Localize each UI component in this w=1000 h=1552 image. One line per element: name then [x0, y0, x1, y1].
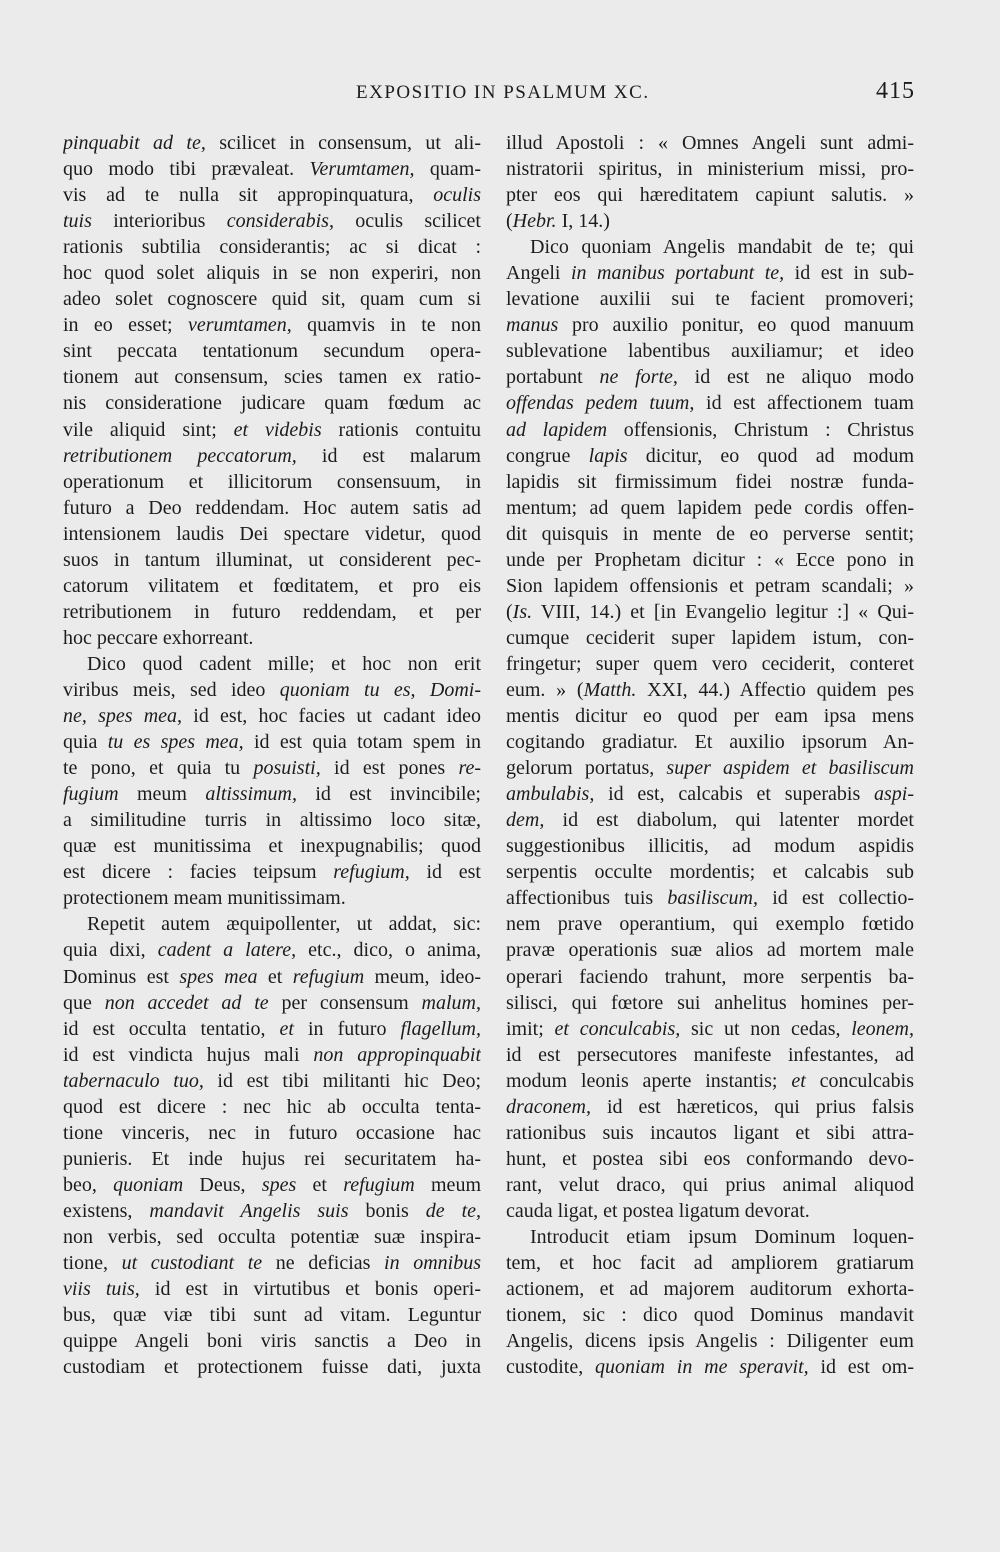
text-line: fugium meum altissimum, id est invincibile; — [63, 783, 481, 806]
text-line: Dico quoniam Angelis mandabit de te; qui — [530, 236, 914, 259]
running-title: EXPOSITIO IN PSALMUM XC. — [356, 82, 650, 103]
text-line: bus, quæ viæ tibi sunt ad vitam. Leguntur — [63, 1304, 481, 1327]
text-line: mentum; ad quem lapidem pede cordis offen- — [506, 496, 914, 519]
text-line: tuis interioribus considerabis, oculis scilicet — [63, 210, 481, 233]
text-line: viribus meis, sed ideo quoniam tu es, Domi- — [63, 678, 481, 701]
text-line: offendas pedem tuum, id est affectionem tuam — [506, 392, 914, 415]
text-line: gelorum portatus, super aspidem et basiliscum — [506, 757, 914, 780]
text-line: actionem, et ad majorem auditorum exhorta- — [506, 1278, 914, 1301]
text-line: rant, velut draco, qui prius animal aliquod — [506, 1173, 914, 1196]
text-line: quia tu es spes mea, id est quia totam spem in — [63, 731, 481, 754]
text-line: (Hebr. I, 14.) — [506, 210, 610, 233]
text-line: illud Apostoli : « Omnes Angeli sunt admi- — [506, 132, 914, 154]
text-line: id est occulta tentatio, et in futuro flagellum, — [63, 1017, 481, 1040]
right-column — [506, 130, 914, 1380]
text-line: fringetur; super quem vero ceciderit, conteret — [506, 652, 914, 675]
text-line: levatione auxilii sui te facient promoveri; — [506, 288, 914, 311]
text-line: viis tuis, id est in virtutibus et bonis operi- — [63, 1278, 481, 1301]
text-line: Dominus est spes mea et refugium meum, ideo- — [63, 965, 481, 988]
running-head — [0, 80, 1000, 110]
text-line: adeo solet cognoscere quid sit, quam cum si — [63, 288, 481, 311]
text-line: in eo esset; verumtamen, quamvis in te non — [63, 314, 481, 337]
text-line: ne, spes mea, id est, hoc facies ut cadant ideo — [63, 705, 481, 728]
text-line: tem, et hoc facit ad ampliorem gratiarum — [506, 1252, 914, 1275]
text-line: tionem, sic : dico quod Dominus mandavit — [506, 1304, 914, 1327]
text-line: nem prave operantium, qui exemplo fœtido — [506, 913, 914, 936]
text-line: unde per Prophetam dicitur : « Ecce pono in — [506, 548, 914, 571]
text-line: pravæ operationis suæ alios ad mortem male — [506, 939, 914, 962]
text-line: tabernaculo tuo, id est tibi militanti hic Deo; — [63, 1069, 481, 1092]
text-line: suggestionibus illicitis, ad modum aspidis — [506, 835, 914, 858]
text-line: operari faciendo trahunt, more serpentis ba- — [506, 965, 914, 988]
text-line: (Is. VIII, 14.) et [in Evangelio legitur :] « Qui- — [506, 600, 914, 623]
text-line: custodite, quoniam in me speravit, id est om- — [506, 1356, 914, 1379]
text-line: operationum et illicitorum consensuum, in — [63, 470, 481, 493]
text-line: serpentis occulte mordentis; et calcabis sub — [506, 861, 914, 884]
text-line: vile aliquid sint; et videbis rationis contuitu — [63, 418, 481, 441]
text-line: hunt, et postea sibi eos conformando devo- — [506, 1147, 914, 1170]
text-line: sublevatione labentibus auxiliamur; et ideo — [506, 340, 914, 363]
text-line: existens, mandavit Angelis suis bonis de te, — [63, 1199, 481, 1222]
text-line: que non accedet ad te per consensum malum, — [63, 991, 481, 1014]
text-line: catorum vilitatem et fœditatem, et pro eis — [63, 574, 481, 597]
text-line: eum. » (Matth. XXI, 44.) Affectio quidem pes — [506, 678, 914, 701]
text-line: id est vindicta hujus mali non appropinquabit — [63, 1043, 481, 1066]
text-line: retributionem peccatorum, id est malarum — [63, 444, 481, 467]
text-line: tionem aut consensum, scies tamen ex ratio- — [63, 366, 481, 389]
text-line: protectionem meam munitissimam. — [63, 887, 346, 910]
text-line: suos in tantum illuminat, ut considerent pec- — [63, 548, 481, 571]
text-line: portabunt ne forte, id est ne aliquo modo — [506, 366, 914, 389]
text-line: imit; et conculcabis, sic ut non cedas, leonem, — [506, 1017, 914, 1040]
text-line: rationis subtilia considerantis; ac si dicat : — [63, 236, 481, 259]
text-line: quod est dicere : nec hic ab occulta tenta- — [63, 1095, 481, 1118]
text-line: pinquabit ad te, scilicet in consensum, ut ali- — [63, 132, 481, 154]
text-line: Repetit autem æquipollenter, ut addat, sic: — [87, 913, 481, 936]
text-line: rationibus suis incautos ligant et sibi attra- — [506, 1121, 914, 1144]
text-line: futuro a Deo reddendam. Hoc autem satis ad — [63, 496, 481, 519]
text-line: ambulabis, id est, calcabis et superabis aspi- — [506, 783, 914, 806]
text-line: quæ est munitissima et inexpugnabilis; quod — [63, 835, 481, 858]
text-line: id est persecutores manifeste infestantes, ad — [506, 1043, 914, 1066]
text-line: hoc quod solet aliquis in se non experiri, non — [63, 262, 481, 285]
text-line: vis ad te nulla sit appropinquatura, oculis — [63, 184, 481, 207]
text-line: nis consideratione judicare quam fœdum ac — [63, 392, 481, 415]
text-line: pter eos qui hæreditatem capiunt salutis. » — [506, 184, 914, 207]
text-line: Sion lapidem offensionis et petram scandali; » — [506, 574, 914, 597]
text-line: quippe Angeli boni viris sanctis a Deo in — [63, 1330, 481, 1353]
text-line: est dicere : facies teipsum refugium, id est — [63, 861, 481, 884]
text-line: modum leonis aperte instantis; et conculcabis — [506, 1069, 914, 1092]
text-line: retributionem in futuro reddendam, et per — [63, 600, 481, 623]
text-line: draconem, id est hæreticos, qui prius falsis — [506, 1095, 914, 1118]
text-line: quo modo tibi prævaleat. Verumtamen, quam- — [63, 158, 481, 181]
text-line: tione vinceris, nec in futuro occasione hac — [63, 1121, 481, 1144]
text-line: silisci, qui fœtore sui anhelitus homines per- — [506, 991, 914, 1014]
text-line: dem, id est diabolum, qui latenter mordet — [506, 809, 914, 832]
text-line: cumque ceciderit super lapidem istum, con- — [506, 626, 914, 649]
text-line: ad lapidem offensionis, Christum : Christus — [506, 418, 914, 441]
text-line: cauda ligat, et postea ligatum devorat. — [506, 1199, 810, 1222]
text-line: mentis dicitur eo quod per eam ipsa mens — [506, 705, 914, 728]
text-line: te pono, et quia tu posuisti, id est pones re- — [63, 757, 481, 780]
text-line: nistratorii spiritus, in ministerium missi, pro- — [506, 158, 914, 181]
text-line: affectionibus tuis basiliscum, id est collectio- — [506, 887, 914, 910]
text-line: Angelis, dicens ipsis Angelis : Diligenter eum — [506, 1330, 914, 1353]
text-line: punieris. Et inde hujus rei securitatem ha- — [63, 1147, 481, 1170]
text-line: hoc peccare exhorreant. — [63, 626, 254, 649]
text-line: a similitudine turris in altissimo loco sitæ, — [63, 809, 481, 832]
text-line: congrue lapis dicitur, eo quod ad modum — [506, 444, 914, 467]
text-line: custodiam et protectionem fuisse dati, juxta — [63, 1356, 481, 1379]
text-line: dit quisquis in mente de eo perverse sentit; — [506, 522, 914, 545]
text-line: manus pro auxilio ponitur, eo quod manuum — [506, 314, 914, 337]
text-line: sint peccata tentationum secundum opera- — [63, 340, 481, 363]
text-line: quia dixi, cadent a latere, etc., dico, o anima, — [63, 939, 481, 962]
text-line: Introducit etiam ipsum Dominum loquen- — [530, 1225, 914, 1248]
text-line: intensionem laudis Dei spectare videtur, quod — [63, 522, 481, 545]
page-number: 415 — [876, 78, 915, 104]
left-column — [63, 130, 481, 1380]
text-line: Dico quod cadent mille; et hoc non erit — [87, 652, 481, 675]
text-line: lapidis sit firmissimum fidei nostræ funda- — [506, 470, 914, 493]
text-line: tione, ut custodiant te ne deficias in omnibus — [63, 1252, 481, 1275]
text-line: Angeli in manibus portabunt te, id est in sub- — [506, 262, 914, 285]
text-line: cogitando gradiatur. Et auxilio ipsorum An- — [506, 731, 914, 754]
text-line: beo, quoniam Deus, spes et refugium meum — [63, 1173, 481, 1196]
text-line: non verbis, sed occulta potentiæ suæ inspira- — [63, 1225, 481, 1248]
